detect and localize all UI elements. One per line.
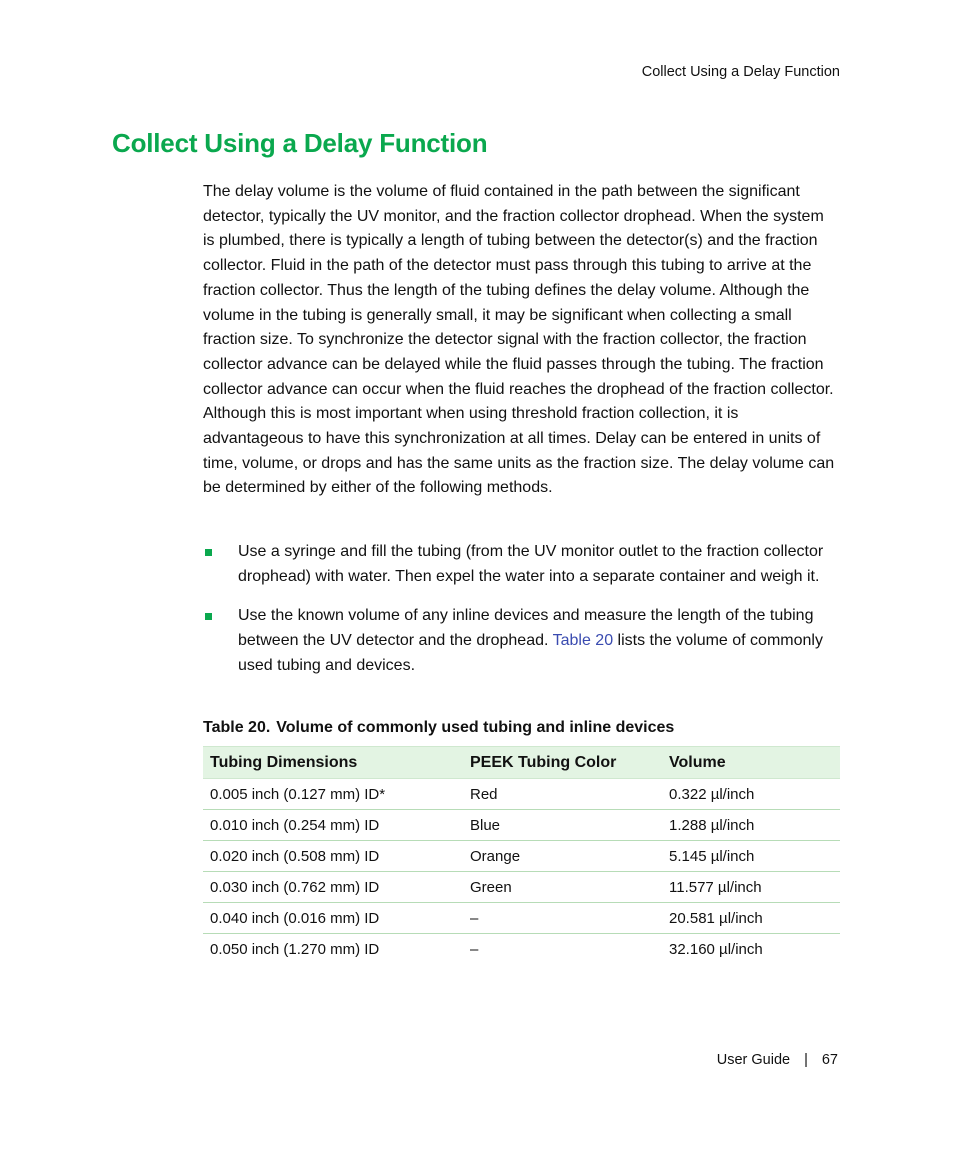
table-row — [203, 841, 840, 872]
cell-volume: 11.577 µl/inch — [662, 872, 840, 903]
cell-tubing-dimensions: 0.020 inch (0.508 mm) ID — [203, 841, 463, 872]
table-caption — [203, 719, 674, 737]
list-item — [203, 604, 839, 678]
footer-label: User Guide — [716, 1052, 791, 1068]
cell-tubing-dimensions: 0.010 inch (0.254 mm) ID — [203, 810, 463, 841]
cell-peek-tubing-color: – — [470, 940, 479, 958]
cell-peek-tubing-color: Red — [463, 779, 662, 810]
cell-tubing-dimensions: 0.030 inch (0.762 mm) ID — [203, 872, 463, 903]
column-header-peek-tubing-color: PEEK Tubing Color — [463, 747, 662, 779]
cell-volume: 1.288 µl/inch — [662, 810, 840, 841]
cell-peek-tubing-color: Blue — [463, 810, 662, 841]
method-list — [203, 540, 839, 694]
cell-tubing-dimensions: 0.040 inch (0.016 mm) ID — [203, 903, 463, 934]
table-20-link[interactable]: Table 20 — [552, 632, 614, 650]
body-paragraph: The delay volume is the volume of fluid contained in the path between the significant detector, typically the UV monitor, and the fraction collector drophead. When the system is plumbed, there is typically a length of tubing between the detector(s) and the fraction collector. Fluid in the path of the detector must pass through this tubing to arrive at the fraction collector. Thus the length of the tubing defines the delay volume. Although the volume in the tubing is generally small, it may be significant when collecting a small fraction size. To synchronize the detector signal with the fraction collector, the fraction collector advance can be delayed while the fluid passes through the tubing. The fraction collector advance can occur when the fluid reaches the drophead of the fraction collector. Although this is most important when using threshold fraction collection, it is advantageous to have this synchronization at all times. Delay can be entered in units of time, volume, or drops and has the same units as the fraction size. The delay volume can be determined by either of the following methods. — [203, 183, 835, 497]
cell-tubing-dimensions: 0.050 inch (1.270 mm) ID — [210, 940, 380, 958]
section-title: Collect Using a Delay Function — [112, 128, 488, 158]
table-header-row — [203, 747, 840, 779]
table-row — [203, 872, 840, 903]
list-item-text: Use a syringe and fill the tubing (from the UV monitor outlet to the fraction collector drophead) with water. Then expel the water into a separate container and weigh it. — [238, 543, 824, 585]
cell-peek-tubing-color: – — [463, 903, 662, 934]
square-bullet-icon — [205, 613, 212, 620]
column-header-volume: Volume — [662, 747, 840, 779]
cell-volume: 0.322 µl/inch — [662, 779, 840, 810]
list-item-text-continued: lists the volume of commonly used tubing and devices. — [238, 632, 823, 674]
column-header-tubing-dimensions: Tubing Dimensions — [203, 747, 463, 779]
page-number: 67 — [821, 1052, 838, 1068]
footer-separator: | — [804, 1052, 808, 1068]
table-caption-label: Table 20. — [203, 719, 271, 736]
running-header: Collect Using a Delay Function — [641, 64, 840, 80]
tubing-volume-table — [203, 746, 840, 964]
table-row — [203, 934, 840, 965]
page-footer — [717, 1052, 838, 1068]
cell-volume: 32.160 µl/inch — [669, 940, 763, 958]
list-item-text: Use the known volume of any inline devices and measure the length of the tubing between the UV detector and the drophead. — [238, 607, 814, 650]
table-row — [203, 779, 840, 810]
cell-volume: 5.145 µl/inch — [662, 841, 840, 872]
table-caption-text: Volume of commonly used tubing and inline devices — [276, 719, 675, 736]
cell-tubing-dimensions: 0.005 inch (0.127 mm) ID* — [203, 779, 463, 810]
list-item — [203, 540, 839, 589]
table-row — [203, 810, 840, 841]
square-bullet-icon — [205, 549, 212, 556]
cell-peek-tubing-color: Orange — [463, 841, 662, 872]
table-row — [203, 903, 840, 934]
cell-volume: 20.581 µl/inch — [662, 903, 840, 934]
cell-peek-tubing-color: Green — [463, 872, 662, 903]
